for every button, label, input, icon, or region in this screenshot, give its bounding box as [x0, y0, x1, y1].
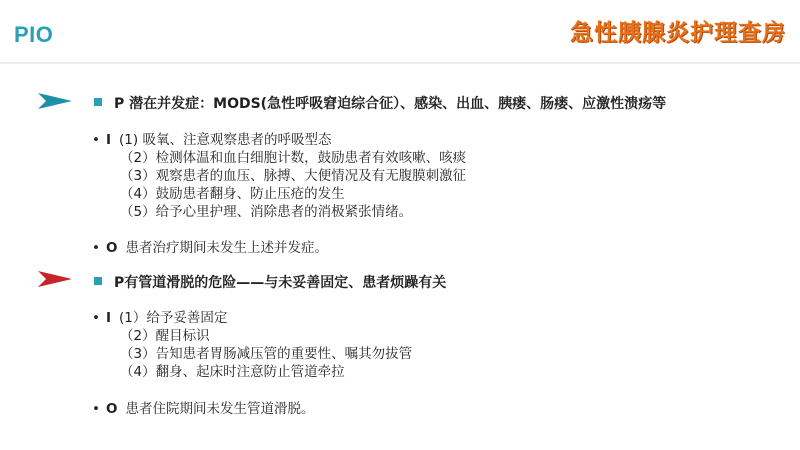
- intervention-code-2: I: [106, 310, 112, 326]
- intervention-line-2-1: (1）给予妥善固定: [119, 310, 228, 326]
- intervention-line-1-4: （4）鼓励患者翻身、防止压疮的发生: [120, 186, 345, 202]
- intervention-line-2-3: （3）告知患者胃肠减压管的重要性、嘱其勿拔管: [120, 346, 413, 362]
- problem-text-2: P有管道滑脱的危险——与未妥善固定、患者烦躁有关: [114, 275, 447, 291]
- outcome-item-1: [92, 236, 328, 256]
- intervention-line-2-4: （4）翻身、起床时注意防止管道牵拉: [120, 364, 345, 380]
- intervention-line-2-2: （2）醒目标识: [120, 328, 210, 344]
- intervention-item-1: [92, 128, 331, 148]
- outcome-text-1: 患者治疗期间未发生上述并发症。: [125, 240, 328, 256]
- intervention-item-2: [92, 306, 227, 326]
- brand-title: 急性胰腺炎护理查房: [570, 20, 786, 46]
- bullet-dot-icon: •: [92, 401, 100, 417]
- intervention-code-1: I: [106, 132, 112, 148]
- outcome-code-1: O: [106, 240, 118, 256]
- outcome-text-2: 患者住院期间未发生管道滑脱。: [125, 401, 315, 417]
- red-arrow-icon: [38, 271, 72, 287]
- teal-arrow-icon: [38, 93, 72, 109]
- intervention-line-1-3: （3）观察患者的血压、脉搏、大便情况及有无腹膜刺激征: [120, 168, 467, 184]
- bullet-dot-icon: •: [92, 132, 100, 148]
- square-bullet-icon: [94, 98, 102, 106]
- header-divider: [0, 62, 800, 64]
- problem-text-1: P 潜在并发症：MODS(急性呼吸窘迫综合征）、感染、出血、胰瘘、肠瘘、应激性溃疡等: [114, 96, 667, 112]
- problem-heading-1: [94, 93, 666, 113]
- bullet-dot-icon: •: [92, 240, 100, 256]
- page-title: PIO: [14, 22, 54, 47]
- intervention-line-1-2: （2）检测体温和血白细胞计数，鼓励患者有效咳嗽、咳痰: [120, 150, 467, 166]
- bullet-dot-icon: •: [92, 310, 100, 326]
- square-bullet-icon: [94, 277, 102, 285]
- outcome-code-2: O: [106, 401, 118, 417]
- problem-heading-2: [94, 272, 446, 292]
- intervention-line-1-1: (1) 吸氧、注意观察患者的呼吸型态: [119, 132, 332, 148]
- outcome-item-2: [92, 397, 314, 417]
- intervention-line-1-5: （5）给予心里护理、消除患者的消极紧张情绪。: [120, 204, 413, 220]
